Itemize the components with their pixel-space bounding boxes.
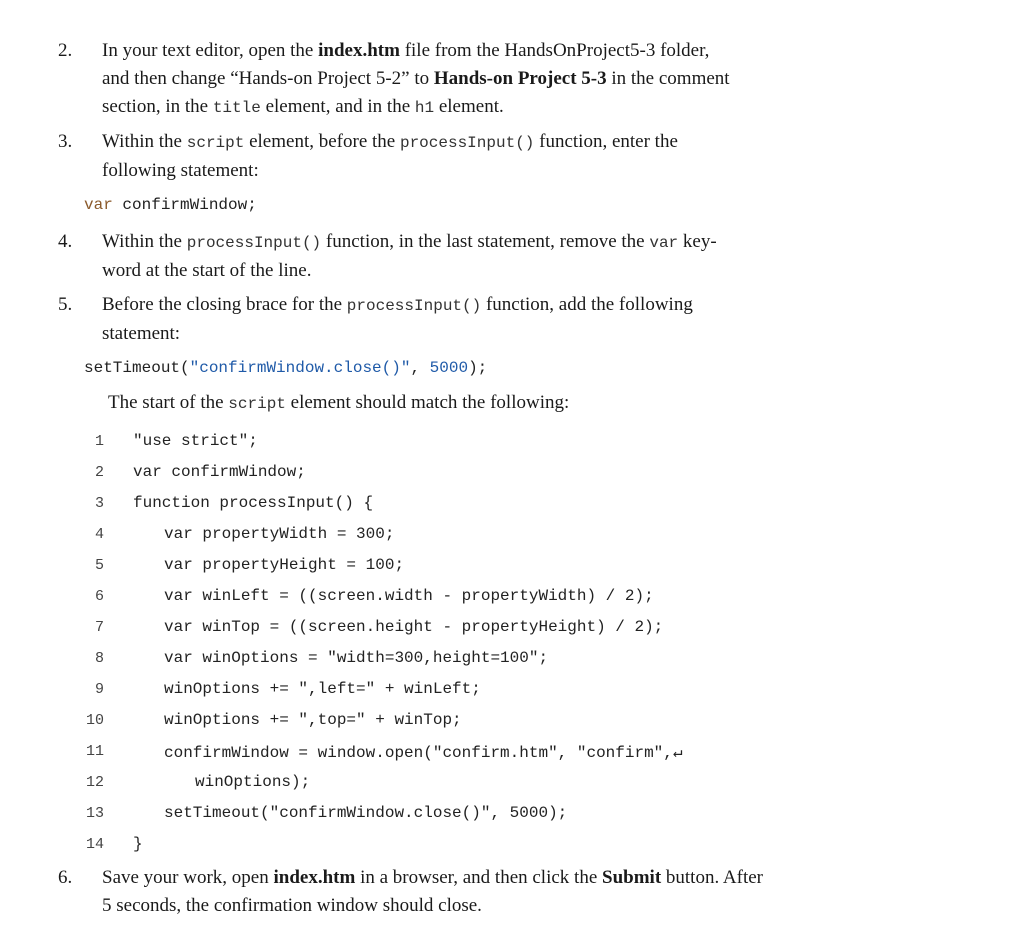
line-number: 8 [94,650,104,667]
code-snippet-2: setTimeout("confirmWindow.close()", 5000); [84,359,488,377]
line-number: 10 [85,712,104,729]
code-line: "use strict"; [133,432,258,450]
code-line: } [133,835,143,853]
line-number: 7 [94,619,104,636]
step-number: 3. [58,131,73,152]
line-number: 3 [94,495,104,512]
line-number: 11 [85,743,104,760]
line-number: 5 [94,557,104,574]
step-text: Save your work, open index.htm in a browser, and then click the Submit button. After 5 seconds, the confirmation window should close. [102,867,764,916]
step-text: Before the closing brace for the processInput() function, add the following statement: [102,294,693,344]
step-text: Within the processInput() function, in the last statement, remove the var key- word at the start of the line. [102,231,717,281]
step-number: 6. [58,867,73,888]
listing-intro: The start of the script element should match the following: [108,392,570,413]
step-number: 5. [58,294,73,315]
code-line: winOptions += ",left=" + winLeft; [164,680,481,698]
line-number: 13 [85,805,104,822]
line-number: 14 [85,836,104,853]
line-number: 9 [94,681,104,698]
code-line: confirmWindow = window.open("confirm.htm", "confirm",↵ [164,744,683,762]
code-line: setTimeout("confirmWindow.close()", 5000); [164,804,568,822]
line-number: 6 [94,588,104,605]
code-line: function processInput() { [133,494,374,512]
code-line: var winTop = ((screen.height - propertyHeight) / 2); [164,618,664,636]
line-number: 2 [94,464,104,481]
code-line: var confirmWindow; [133,463,306,481]
code-line: var winLeft = ((screen.width - propertyWidth) / 2); [164,587,654,605]
code-line: var propertyHeight = 100; [164,556,405,574]
code-snippet-1: var confirmWindow; [84,196,257,214]
line-number: 12 [85,774,104,791]
line-number: 4 [94,526,104,543]
code-line: winOptions += ",top=" + winTop; [164,711,462,729]
step-text: Within the script element, before the processInput() function, enter the following statement: [102,131,678,181]
code-line: winOptions); [195,773,311,791]
step-text: In your text editor, open the index.htm file from the HandsOnProject5-3 folder, and then change “Hands-on Project 5-2” to Hands-on Project 5-3 in the comment section, in the title element, and in the h1 element. [102,40,730,117]
step-number: 2. [58,40,73,61]
code-line: var propertyWidth = 300; [164,525,395,543]
code-line: var winOptions = "width=300,height=100"; [164,649,549,667]
line-number: 1 [94,433,104,450]
step-number: 4. [58,231,73,252]
